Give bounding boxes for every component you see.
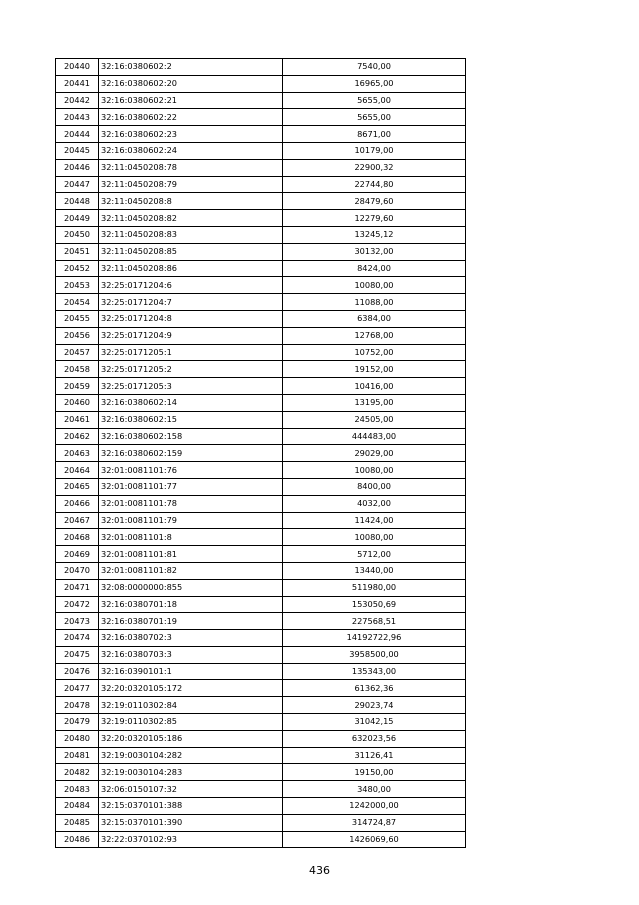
value-cell: 4032,00	[283, 495, 466, 512]
row-number-cell: 20460	[56, 394, 99, 411]
table-row	[56, 814, 466, 831]
row-number-cell: 20450	[56, 226, 99, 243]
table-row	[56, 344, 466, 361]
cadastral-number-cell: 32:11:0450208:82	[99, 210, 283, 227]
row-number-cell: 20459	[56, 378, 99, 395]
table-row	[56, 764, 466, 781]
table-row	[56, 562, 466, 579]
cadastral-number-cell: 32:11:0450208:79	[99, 176, 283, 193]
value-cell: 30132,00	[283, 243, 466, 260]
value-cell: 1242000,00	[283, 798, 466, 815]
table-row	[56, 361, 466, 378]
row-number-cell: 20455	[56, 310, 99, 327]
row-number-cell: 20485	[56, 814, 99, 831]
table-row	[56, 529, 466, 546]
value-cell: 511980,00	[283, 579, 466, 596]
value-cell: 8424,00	[283, 260, 466, 277]
value-cell: 10416,00	[283, 378, 466, 395]
cadastral-number-cell: 32:16:0380602:21	[99, 92, 283, 109]
cadastral-number-cell: 32:16:0380701:19	[99, 613, 283, 630]
table-row	[56, 277, 466, 294]
row-number-cell: 20469	[56, 546, 99, 563]
row-number-cell: 20448	[56, 193, 99, 210]
row-number-cell: 20468	[56, 529, 99, 546]
row-number-cell: 20461	[56, 411, 99, 428]
table-row	[56, 596, 466, 613]
row-number-cell: 20454	[56, 294, 99, 311]
value-cell: 16965,00	[283, 75, 466, 92]
value-cell: 10080,00	[283, 529, 466, 546]
row-number-cell: 20486	[56, 831, 99, 848]
row-number-cell: 20480	[56, 730, 99, 747]
table-row	[56, 75, 466, 92]
table-row	[56, 243, 466, 260]
row-number-cell: 20464	[56, 462, 99, 479]
table-row	[56, 495, 466, 512]
row-number-cell: 20458	[56, 361, 99, 378]
cadastral-number-cell: 32:16:0380602:2	[99, 59, 283, 76]
cadastral-number-cell: 32:01:0081101:79	[99, 512, 283, 529]
table-row	[56, 798, 466, 815]
value-cell: 10080,00	[283, 462, 466, 479]
cadastral-number-cell: 32:16:0390101:1	[99, 663, 283, 680]
row-number-cell: 20463	[56, 445, 99, 462]
value-cell: 135343,00	[283, 663, 466, 680]
table-row	[56, 394, 466, 411]
value-cell: 314724,87	[283, 814, 466, 831]
row-number-cell: 20474	[56, 630, 99, 647]
table-row	[56, 697, 466, 714]
data-table	[55, 58, 466, 848]
row-number-cell: 20440	[56, 59, 99, 76]
value-cell: 31042,15	[283, 714, 466, 731]
cadastral-number-cell: 32:20:0320105:172	[99, 680, 283, 697]
table-row	[56, 714, 466, 731]
cadastral-number-cell: 32:25:0171204:9	[99, 327, 283, 344]
table-row	[56, 142, 466, 159]
cadastral-number-cell: 32:16:0380602:24	[99, 142, 283, 159]
value-cell: 3958500,00	[283, 646, 466, 663]
cadastral-number-cell: 32:15:0370101:390	[99, 814, 283, 831]
value-cell: 22744,80	[283, 176, 466, 193]
value-cell: 61362,36	[283, 680, 466, 697]
cadastral-number-cell: 32:25:0171204:6	[99, 277, 283, 294]
row-number-cell: 20442	[56, 92, 99, 109]
row-number-cell: 20478	[56, 697, 99, 714]
cadastral-number-cell: 32:19:0030104:282	[99, 747, 283, 764]
cadastral-number-cell: 32:11:0450208:78	[99, 159, 283, 176]
cadastral-number-cell: 32:01:0081101:78	[99, 495, 283, 512]
table-row	[56, 159, 466, 176]
value-cell: 28479,60	[283, 193, 466, 210]
table-row	[56, 478, 466, 495]
value-cell: 12279,60	[283, 210, 466, 227]
table-row	[56, 646, 466, 663]
cadastral-number-cell: 32:25:0171205:3	[99, 378, 283, 395]
table-row	[56, 210, 466, 227]
cadastral-number-cell: 32:16:0380602:15	[99, 411, 283, 428]
row-number-cell: 20445	[56, 142, 99, 159]
value-cell: 5655,00	[283, 92, 466, 109]
table-row	[56, 663, 466, 680]
value-cell: 19150,00	[283, 764, 466, 781]
cadastral-number-cell: 32:11:0450208:8	[99, 193, 283, 210]
row-number-cell: 20462	[56, 428, 99, 445]
cadastral-number-cell: 32:01:0081101:81	[99, 546, 283, 563]
cadastral-number-cell: 32:25:0171204:8	[99, 310, 283, 327]
row-number-cell: 20447	[56, 176, 99, 193]
row-number-cell: 20483	[56, 781, 99, 798]
table-row	[56, 310, 466, 327]
row-number-cell: 20456	[56, 327, 99, 344]
row-number-cell: 20443	[56, 109, 99, 126]
row-number-cell: 20452	[56, 260, 99, 277]
value-cell: 12768,00	[283, 327, 466, 344]
row-number-cell: 20476	[56, 663, 99, 680]
cadastral-number-cell: 32:06:0150107:32	[99, 781, 283, 798]
table-row	[56, 680, 466, 697]
table-row	[56, 126, 466, 143]
cadastral-number-cell: 32:16:0380602:22	[99, 109, 283, 126]
value-cell: 7540,00	[283, 59, 466, 76]
value-cell: 8671,00	[283, 126, 466, 143]
cadastral-number-cell: 32:01:0081101:8	[99, 529, 283, 546]
cadastral-number-cell: 32:16:0380602:158	[99, 428, 283, 445]
value-cell: 14192722,96	[283, 630, 466, 647]
cadastral-number-cell: 32:25:0171205:2	[99, 361, 283, 378]
cadastral-number-cell: 32:16:0380703:3	[99, 646, 283, 663]
value-cell: 31126,41	[283, 747, 466, 764]
row-number-cell: 20472	[56, 596, 99, 613]
value-cell: 632023,56	[283, 730, 466, 747]
table-row	[56, 327, 466, 344]
table-row	[56, 411, 466, 428]
value-cell: 11088,00	[283, 294, 466, 311]
value-cell: 444483,00	[283, 428, 466, 445]
cadastral-number-cell: 32:11:0450208:85	[99, 243, 283, 260]
table-row	[56, 226, 466, 243]
page-number: 436	[309, 864, 330, 877]
row-number-cell: 20467	[56, 512, 99, 529]
value-cell: 29023,74	[283, 697, 466, 714]
cadastral-number-cell: 32:16:0380701:18	[99, 596, 283, 613]
table-row	[56, 579, 466, 596]
row-number-cell: 20481	[56, 747, 99, 764]
value-cell: 5655,00	[283, 109, 466, 126]
table-row	[56, 378, 466, 395]
table-body	[56, 59, 466, 848]
cadastral-number-cell: 32:25:0171205:1	[99, 344, 283, 361]
cadastral-number-cell: 32:08:0000000:855	[99, 579, 283, 596]
cadastral-number-cell: 32:25:0171204:7	[99, 294, 283, 311]
table-row	[56, 613, 466, 630]
value-cell: 13245,12	[283, 226, 466, 243]
row-number-cell: 20446	[56, 159, 99, 176]
value-cell: 11424,00	[283, 512, 466, 529]
cadastral-number-cell: 32:15:0370101:388	[99, 798, 283, 815]
cadastral-number-cell: 32:16:0380702:3	[99, 630, 283, 647]
value-cell: 8400,00	[283, 478, 466, 495]
row-number-cell: 20453	[56, 277, 99, 294]
value-cell: 10080,00	[283, 277, 466, 294]
value-cell: 5712,00	[283, 546, 466, 563]
cadastral-number-cell: 32:11:0450208:86	[99, 260, 283, 277]
value-cell: 24505,00	[283, 411, 466, 428]
table-row	[56, 730, 466, 747]
table-row	[56, 428, 466, 445]
value-cell: 10752,00	[283, 344, 466, 361]
cadastral-number-cell: 32:16:0380602:23	[99, 126, 283, 143]
row-number-cell: 20473	[56, 613, 99, 630]
row-number-cell: 20451	[56, 243, 99, 260]
value-cell: 153050,69	[283, 596, 466, 613]
row-number-cell: 20457	[56, 344, 99, 361]
table-row	[56, 59, 466, 76]
cadastral-number-cell: 32:20:0320105:186	[99, 730, 283, 747]
table-row	[56, 512, 466, 529]
cadastral-number-cell: 32:01:0081101:77	[99, 478, 283, 495]
value-cell: 3480,00	[283, 781, 466, 798]
row-number-cell: 20449	[56, 210, 99, 227]
cadastral-number-cell: 32:19:0110302:85	[99, 714, 283, 731]
row-number-cell: 20475	[56, 646, 99, 663]
cadastral-number-cell: 32:16:0380602:20	[99, 75, 283, 92]
value-cell: 19152,00	[283, 361, 466, 378]
value-cell: 22900,32	[283, 159, 466, 176]
row-number-cell: 20470	[56, 562, 99, 579]
row-number-cell: 20482	[56, 764, 99, 781]
cadastral-number-cell: 32:16:0380602:159	[99, 445, 283, 462]
value-cell: 1426069,60	[283, 831, 466, 848]
table-row	[56, 546, 466, 563]
value-cell: 13195,00	[283, 394, 466, 411]
row-number-cell: 20479	[56, 714, 99, 731]
table-row	[56, 294, 466, 311]
row-number-cell: 20477	[56, 680, 99, 697]
row-number-cell: 20466	[56, 495, 99, 512]
cadastral-number-cell: 32:11:0450208:83	[99, 226, 283, 243]
table-row	[56, 193, 466, 210]
cadastral-number-cell: 32:19:0030104:283	[99, 764, 283, 781]
cadastral-number-cell: 32:16:0380602:14	[99, 394, 283, 411]
value-cell: 13440,00	[283, 562, 466, 579]
cadastral-number-cell: 32:01:0081101:82	[99, 562, 283, 579]
value-cell: 10179,00	[283, 142, 466, 159]
table-row	[56, 781, 466, 798]
table-row	[56, 630, 466, 647]
table-row	[56, 747, 466, 764]
table-row	[56, 92, 466, 109]
cadastral-number-cell: 32:01:0081101:76	[99, 462, 283, 479]
row-number-cell: 20471	[56, 579, 99, 596]
cadastral-number-cell: 32:19:0110302:84	[99, 697, 283, 714]
row-number-cell: 20441	[56, 75, 99, 92]
table-row	[56, 831, 466, 848]
value-cell: 6384,00	[283, 310, 466, 327]
table-row	[56, 176, 466, 193]
row-number-cell: 20465	[56, 478, 99, 495]
value-cell: 29029,00	[283, 445, 466, 462]
table-row	[56, 109, 466, 126]
cadastral-number-cell: 32:22:0370102:93	[99, 831, 283, 848]
row-number-cell: 20444	[56, 126, 99, 143]
table-row	[56, 260, 466, 277]
table-row	[56, 445, 466, 462]
row-number-cell: 20484	[56, 798, 99, 815]
table-row	[56, 462, 466, 479]
value-cell: 227568,51	[283, 613, 466, 630]
